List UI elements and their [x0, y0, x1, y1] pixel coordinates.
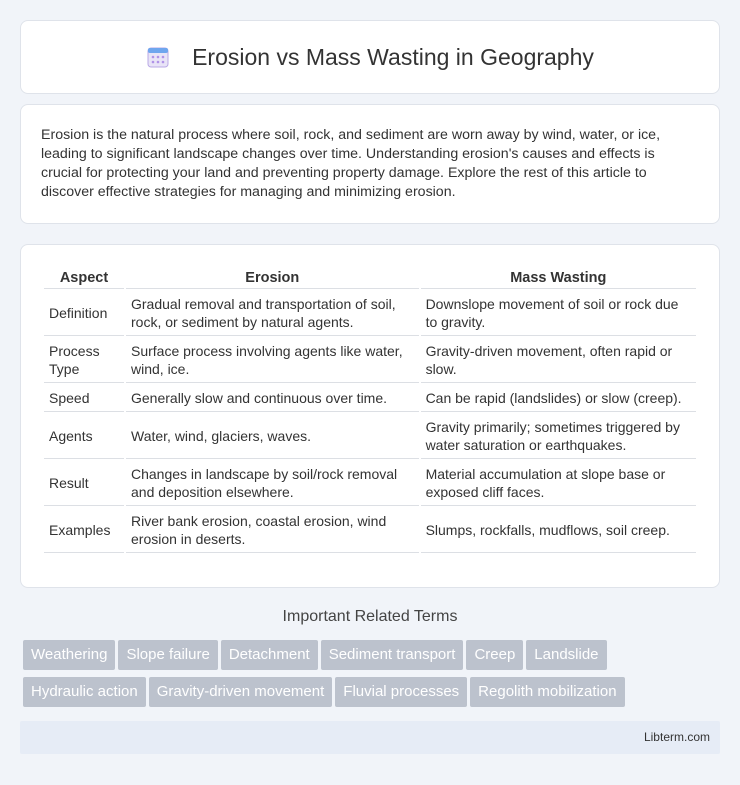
related-terms-list [23, 640, 723, 714]
term-tag[interactable]: Regolith mobilization [470, 677, 624, 707]
page-title: Erosion vs Mass Wasting in Geography [192, 43, 594, 70]
header-erosion: Erosion [126, 267, 419, 289]
aspect-cell: Agents [44, 414, 124, 459]
calendar-icon [146, 45, 170, 69]
term-tag[interactable]: Creep [466, 640, 523, 670]
table-row [44, 508, 696, 553]
erosion-cell: Water, wind, glaciers, waves. [126, 414, 419, 459]
table-row [44, 414, 696, 459]
term-tag[interactable]: Landslide [526, 640, 606, 670]
erosion-cell: Changes in landscape by soil/rock removal and deposition elsewhere. [126, 461, 419, 506]
mass-wasting-cell: Can be rapid (landslides) or slow (creep). [421, 385, 696, 412]
intro-card [20, 104, 720, 224]
table-row [44, 385, 696, 412]
erosion-cell: Surface process involving agents like water, wind, ice. [126, 338, 419, 383]
header-aspect: Aspect [44, 267, 124, 289]
term-tag[interactable]: Fluvial processes [335, 677, 467, 707]
table-header-row [44, 267, 696, 289]
aspect-cell: Definition [44, 291, 124, 336]
header-mass-wasting: Mass Wasting [421, 267, 696, 289]
comparison-table [42, 265, 698, 555]
intro-paragraph: Erosion is the natural process where soil, rock, and sediment are worn away by wind, water, or ice, leading to significant landscape changes over time. Understanding erosion's causes and effects is crucial for protecting your land and preventing property damage. Explore the rest of this article to discover effective strategies for managing and minimizing erosion. [41, 127, 661, 200]
mass-wasting-cell: Gravity primarily; sometimes triggered by water saturation or earthquakes. [421, 414, 696, 459]
term-tag[interactable]: Hydraulic action [23, 677, 146, 707]
mass-wasting-cell: Material accumulation at slope base or exposed cliff faces. [421, 461, 696, 506]
aspect-cell: Process Type [44, 338, 124, 383]
aspect-cell: Examples [44, 508, 124, 553]
table-row [44, 291, 696, 336]
aspect-cell: Speed [44, 385, 124, 412]
mass-wasting-cell: Gravity-driven movement, often rapid or slow. [421, 338, 696, 383]
title-card [20, 20, 720, 94]
term-tag[interactable]: Weathering [23, 640, 115, 670]
footer [20, 721, 720, 754]
term-tag[interactable]: Sediment transport [321, 640, 464, 670]
related-terms-heading: Important Related Terms [282, 608, 458, 625]
aspect-cell: Result [44, 461, 124, 506]
comparison-card [20, 244, 720, 588]
table-row [44, 461, 696, 506]
term-tag[interactable]: Gravity-driven movement [149, 677, 333, 707]
table-row [44, 338, 696, 383]
mass-wasting-cell: Downslope movement of soil or rock due to gravity. [421, 291, 696, 336]
erosion-cell: River bank erosion, coastal erosion, wind erosion in deserts. [126, 508, 419, 553]
erosion-cell: Generally slow and continuous over time. [126, 385, 419, 412]
erosion-cell: Gradual removal and transportation of soil, rock, or sediment by natural agents. [126, 291, 419, 336]
term-tag[interactable]: Detachment [221, 640, 318, 670]
footer-site-link[interactable]: Libterm.com [643, 730, 710, 744]
mass-wasting-cell: Slumps, rockfalls, mudflows, soil creep. [421, 508, 696, 553]
term-tag[interactable]: Slope failure [118, 640, 217, 670]
